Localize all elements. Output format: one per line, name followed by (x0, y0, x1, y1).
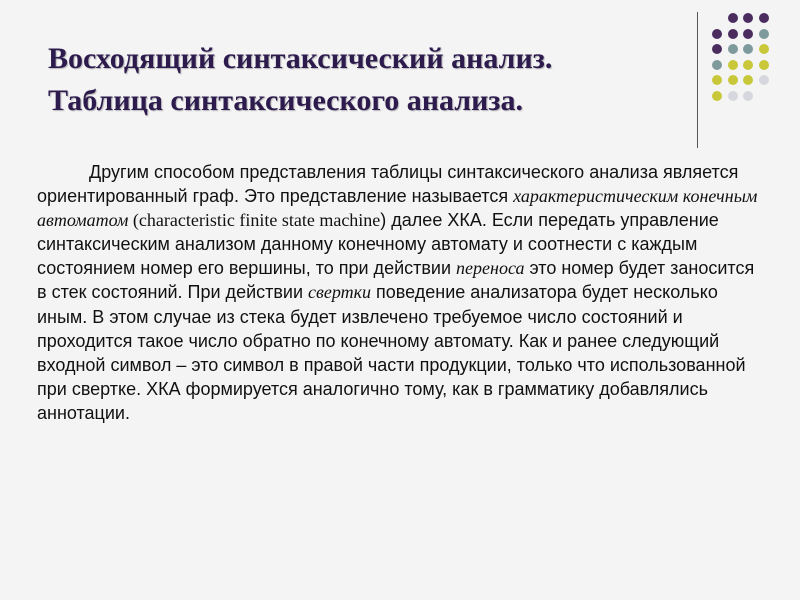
decorative-dot (743, 44, 753, 54)
slide-title-line-1: Восходящий синтаксический анализ. (48, 42, 553, 75)
decorative-dot (743, 91, 753, 101)
decorative-dot (712, 29, 722, 39)
body-paragraph (37, 160, 767, 425)
body-text-part-4: это номер будет заносится в стек состояний. При действии (37, 258, 755, 303)
decorative-dot (743, 60, 753, 70)
vertical-divider (697, 12, 698, 148)
decorative-dot (728, 29, 738, 39)
decorative-dot (759, 44, 769, 54)
decorative-dot (759, 60, 769, 70)
decorative-dot (728, 44, 738, 54)
decorative-dot (712, 44, 722, 54)
term-shift: переноса (456, 258, 525, 279)
slide-title (48, 38, 668, 122)
decorative-dot (728, 75, 738, 85)
decorative-dot (759, 29, 769, 39)
decorative-dot (743, 29, 753, 39)
decorative-dot (728, 13, 738, 23)
body-text-part-2: ( (128, 210, 139, 231)
decorative-dot (712, 75, 722, 85)
body-text-part-3: ) далее ХКА. Если передать управление синтаксическим анализом данному конечному автомату и соотнести с каждым состоянием номер его вершины, то при действии (37, 210, 719, 279)
term-characteristic-automaton: характеристическим конечным автоматом (37, 186, 758, 231)
decorative-dot (743, 13, 753, 23)
body-text-part-5: поведение анализатора будет несколько иным. В этом случае из стека будет извлечено требуемое число состояний и проходится такое число обратно по конечному автомату. Как и ранее следующий входной символ – это символ в правой части продукции, только что использованной при свертке. ХКА формируется аналогично тому, как в грамматику добавлялись аннотации. (37, 282, 746, 423)
decorative-dot (759, 13, 769, 23)
body-text-english-term: characteristic finite state machine (138, 210, 381, 231)
term-reduce: свертки (308, 282, 372, 303)
dot-grid-decoration (712, 13, 792, 133)
slide-title-line-2: Таблица синтаксического анализа. (48, 84, 523, 117)
decorative-dot (728, 91, 738, 101)
body-text-part-1: Другим способом представления таблицы синтаксического анализа является ориентированный граф. Это представление называется (37, 162, 739, 207)
decorative-dot (712, 60, 722, 70)
decorative-dot (759, 75, 769, 85)
decorative-dot (743, 75, 753, 85)
decorative-dot (712, 91, 722, 101)
decorative-dot (728, 60, 738, 70)
